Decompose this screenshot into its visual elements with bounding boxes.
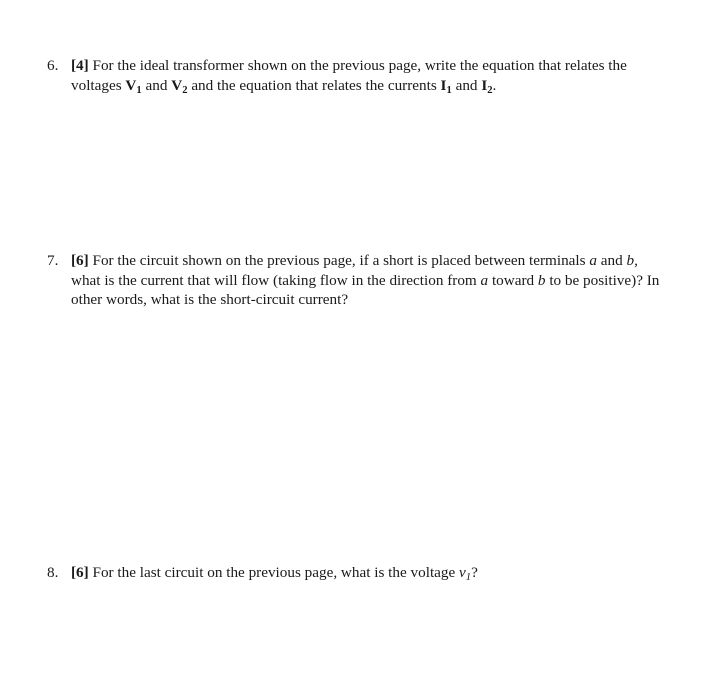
text-segment: For the last circuit on the previous page, what is the voltage xyxy=(88,564,460,581)
question-8 xyxy=(47,563,667,583)
current-i1: $I_1$ xyxy=(440,76,452,96)
current-i2: $I_2$ xyxy=(481,76,493,96)
text-segment: and the equation that relates the currents xyxy=(187,76,441,94)
terminal-b: b xyxy=(537,271,546,289)
terminal-a: a xyxy=(589,252,597,269)
question-number: 7. xyxy=(47,252,59,269)
terminal-b: b xyxy=(626,252,635,269)
terminal-a: a xyxy=(480,271,489,289)
points-label: [6] xyxy=(71,252,89,269)
question-6 xyxy=(47,56,667,95)
voltage-v2: $V_2$ xyxy=(171,76,188,96)
voltage-v1: $V_1$ xyxy=(125,76,142,96)
text-segment: and xyxy=(141,76,172,94)
question-7 xyxy=(47,251,667,310)
text-segment: to be positive)? In other words, what is the short-circuit current? xyxy=(71,271,660,308)
text-segment: For the circuit shown on the previous page, if a short is placed between terminals xyxy=(88,252,590,269)
text-segment: toward xyxy=(488,271,538,289)
text-segment: For the ideal transformer shown on the previous page, write the equation that relates the voltages xyxy=(71,57,627,94)
question-number: 6. xyxy=(47,57,59,74)
question-text xyxy=(71,563,667,583)
points-label: [6] xyxy=(71,564,89,581)
text-segment: . xyxy=(492,76,497,94)
text-segment: and xyxy=(451,76,482,94)
text-segment: , what is the current that will flow (taking flow in the direction from xyxy=(71,252,638,289)
points-label: [4] xyxy=(71,57,89,74)
text-segment: ? xyxy=(471,564,478,581)
question-text xyxy=(71,251,667,310)
voltage-v1-variable: $v_1$ xyxy=(459,564,472,584)
text-segment: and xyxy=(596,252,627,269)
question-number: 8. xyxy=(47,564,59,581)
question-text xyxy=(71,56,667,95)
